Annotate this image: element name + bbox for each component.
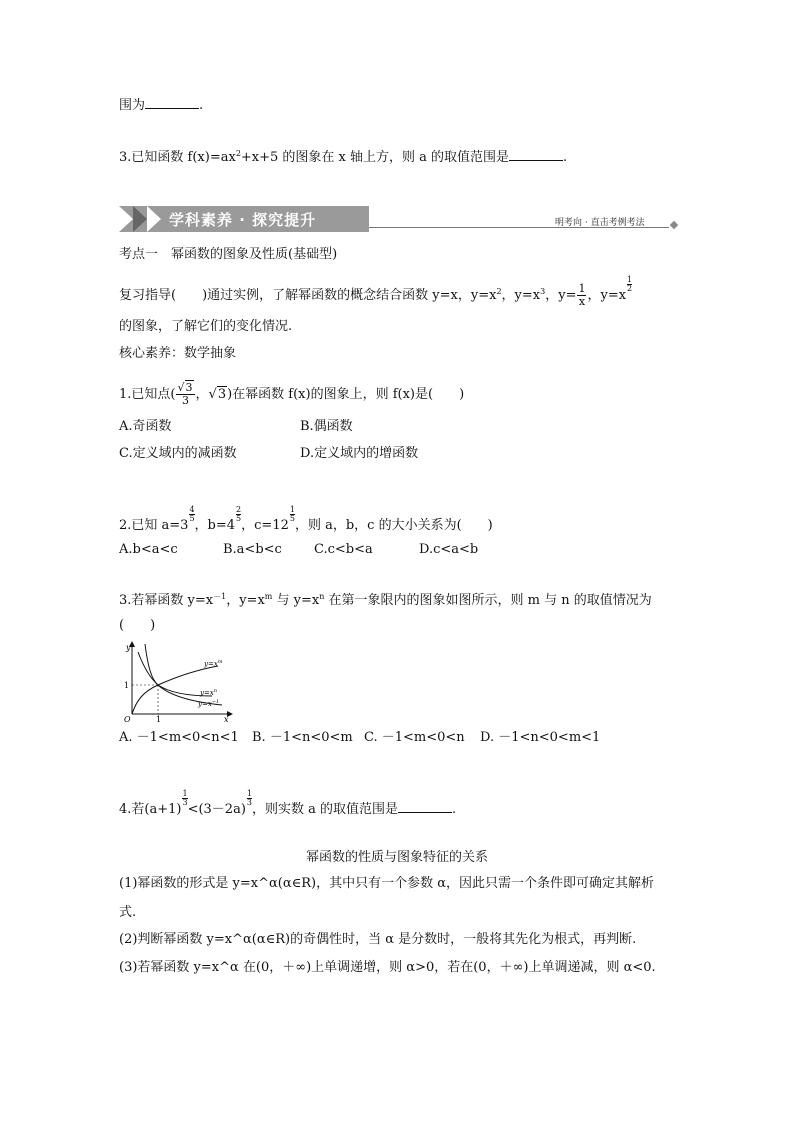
question-3: 3.若幂函数 $y=x^{-1}$，$y=x^m$ 与 $y=x^n$ 在第一象限内的图象如图所示，则 m 与 n 的取值情况为 (119, 592, 652, 608)
tick-y-1: 1 (124, 681, 130, 690)
question-3-prev: 3.已知函数 $f(x)=ax^2+x+5$ 的图象在 x 轴上方，则 a 的取值范围是 . (119, 149, 568, 165)
question-1: 1.已知点( $\frac{√3}{3}$ ，√3)在幂函数 f(x)的图象上，则 f(x)是( ) (119, 381, 465, 407)
q1-option-c[interactable]: C.定义域内的减函数 (119, 446, 237, 461)
q3-option-d[interactable]: D. －1<n<0<m<1 (480, 730, 601, 745)
label-n: $y=x^n$ (200, 688, 218, 697)
origin-label: O (124, 715, 131, 724)
label-m: $y=x^m$ (204, 659, 223, 668)
q2-option-c[interactable]: C.c<b<a (314, 542, 373, 557)
summary-line-4: (3)若幂函数 y=x^α 在(0，＋∞)上单调递增，则 α>0，若在(0，＋∞)上单调递减，则 α<0. (119, 960, 656, 975)
q1-option-b[interactable]: B.偶函数 (300, 419, 353, 434)
summary-line-3: (2)判断幂函数 y=x^α(α∈R)的奇偶性时，当 α 是分数时，一般将其先化为根式，再判断. (119, 932, 637, 947)
summary-line-2: 式. (119, 905, 137, 920)
q3-option-c[interactable]: C. －1<m<0<n (364, 730, 465, 745)
question-2: 2.已知 a=3 $\frac{4}{5}$ ，b=4 $\frac{2}{5}$ ，c=12 $\frac{1}{5}$ ，则 a，b，c 的大小关系为( ) (119, 505, 493, 533)
q2-option-a[interactable]: A.b<a<c (119, 542, 178, 557)
answer-blank[interactable] (398, 800, 452, 813)
summary-line-1: (1)幂函数的形式是 y=x^α(α∈R)，其中只有一个参数 α，因此只需一个条件即可确定其解析 (119, 876, 655, 891)
core-literacy: 核心素养：数学抽象 (119, 346, 237, 361)
tick-x-1: 1 (156, 715, 162, 724)
banner-title: 学科素养 · 探究提升 (169, 211, 317, 229)
answer-blank[interactable] (145, 96, 199, 109)
q3-option-a[interactable]: A. －1<m<0<n<1 (119, 730, 239, 745)
summary-title: 幂函数的性质与图象特征的关系 (305, 850, 488, 865)
diamond-icon (670, 221, 678, 229)
y-axis-label: y (126, 643, 131, 652)
q1-option-a[interactable]: A.奇函数 (119, 419, 172, 434)
banner-tag: 明考向 · 直击考例考法 (555, 218, 645, 228)
continued-line: 围为 . (119, 98, 204, 113)
q2-option-d[interactable]: D.c<a<b (419, 542, 479, 557)
power-function-graph (118, 638, 236, 724)
question-4: 4.若(a+1) $\frac{1}{3}$ <(3－2a) $\frac{1}{3}$ ，则实数 a 的取值范围是 . (119, 789, 457, 817)
q1-option-d[interactable]: D.定义域内的增函数 (300, 446, 419, 461)
kaodian-heading: 考点一 幂函数的图象及性质(基础型) (119, 247, 338, 262)
review-guide: 复习指导( )通过实例，了解幂函数的概念结合函数 y=x，$y=x^2$，$y=x^3$，y= $\frac{1}{x}$ ，y=x $\frac{1}{2}$ (119, 275, 633, 308)
q2-option-b[interactable]: B.a<b<c (223, 542, 282, 557)
question-3-cont: ( ) (119, 618, 156, 633)
review-guide-cont: 的图象，了解它们的变化情况. (119, 319, 293, 334)
section-banner (119, 206, 679, 232)
q3-option-b[interactable]: B. －1<n<0<m (252, 730, 353, 745)
label-inv: $y=x^{-1}$ (198, 699, 220, 708)
x-axis-label: x (224, 715, 229, 724)
answer-blank[interactable] (509, 148, 563, 161)
